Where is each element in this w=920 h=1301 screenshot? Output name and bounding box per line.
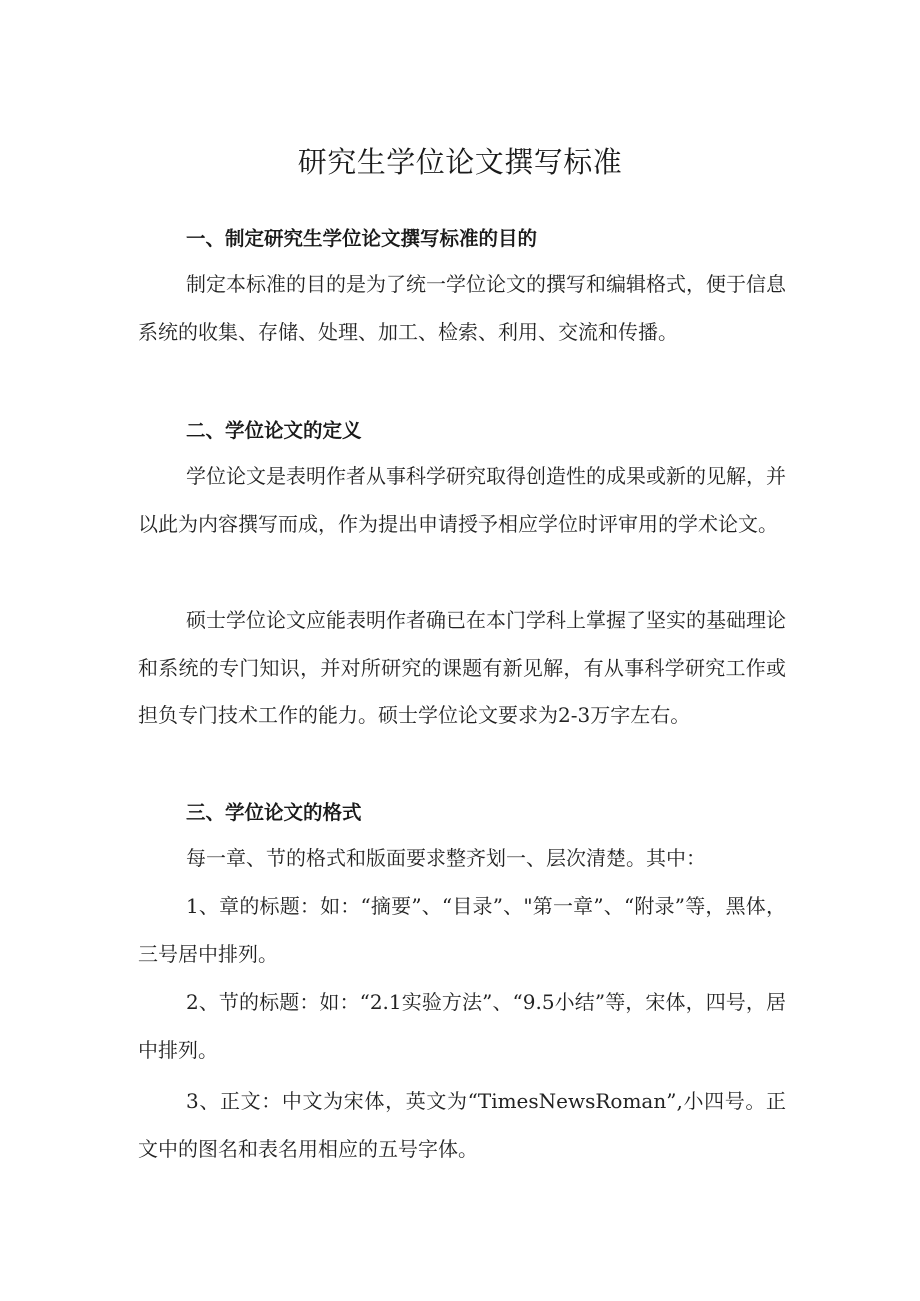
paragraph-chapter-title: 1、章的标题：如：“摘要”、“目录”、"第一章”、“附录”等，黑体，三号居中排列。 [138,894,786,966]
paragraph-definition: 学位论文是表明作者从事科学研究取得创造性的成果或新的见解，并以此为内容撰写而成，作为提出申请授予相应学位时评审用的学术论文。 [138,464,786,536]
paragraph-section-title: 2、节的标题：如：“2.1实验方法”、“9.5小结”等，宋体，四号，居中排列。 [138,990,786,1062]
paragraph-purpose: 制定本标准的目的是为了统一学位论文的撰写和编辑格式，便于信息系统的收集、存储、处理、加工、检索、利用、交流和传播。 [138,272,786,344]
section-heading-format: 三、学位论文的格式 [186,801,362,824]
section-heading-definition: 二、学位论文的定义 [186,419,362,442]
section-heading-purpose: 一、制定研究生学位论文撰写标准的目的 [186,227,538,250]
paragraph-master-thesis: 硕士学位论文应能表明作者确已在本门学科上掌握了坚实的基础理论和系统的专门知识，并对所研究的课题有新见解，有从事科学研究工作或担负专门技术工作的能力。硕士学位论文要求为2-3万字左右。 [138,608,786,727]
paragraph-format-intro: 每一章、节的格式和版面要求整齐划一、层次清楚。其中： [186,846,706,870]
document-title: 研究生学位论文撰写标准 [297,145,623,179]
paragraph-body-text: 3、正文：中文为宋体，英文为“TimesNewsRoman”,小四号。正文中的图名和表名用相应的五号字体。 [138,1089,786,1161]
